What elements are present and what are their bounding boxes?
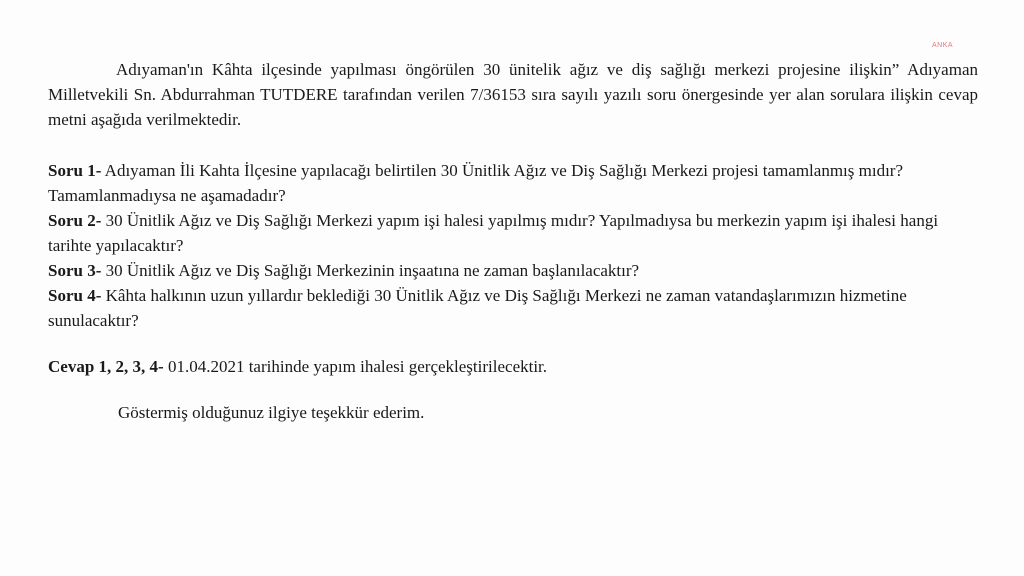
answer-label: Cevap 1, 2, 3, 4- — [48, 357, 164, 376]
question-list — [48, 158, 978, 333]
question-label: Soru 3- — [48, 261, 102, 280]
watermark: ANKA — [932, 42, 954, 49]
question-label: Soru 4- — [48, 286, 102, 305]
question-label: Soru 2- — [48, 211, 102, 230]
question-item — [48, 208, 978, 258]
question-item — [48, 258, 978, 283]
answer-text: 01.04.2021 tarihinde yapım ihalesi gerçekleştirilecektir. — [163, 357, 548, 376]
question-text: 30 Ünitlik Ağız ve Diş Sağlığı Merkezi yapım işi halesi yapılmış mıdır? Yapılmadıysa bu merkezin yapım işi ihalesi hangi tarihte yapılacaktır? — [48, 211, 939, 255]
question-text: Kâhta halkının uzun yıllardır beklediği 30 Ünitlik Ağız ve Diş Sağlığı Merkezi ne zaman vatandaşlarımızın hizmetine sunulacaktır? — [48, 286, 907, 330]
answer-paragraph — [48, 354, 978, 379]
question-text: Adıyaman İli Kahta İlçesine yapılacağı belirtilen 30 Ünitlik Ağız ve Diş Sağlığı Merkezi projesi tamamlanmış mıdır? Tamamlanmadıysa ne aşamadadır? — [48, 161, 904, 205]
question-label: Soru 1- — [48, 161, 102, 180]
intro-paragraph: Adıyaman'ın Kâhta ilçesinde yapılması öngörülen 30 ünitelik ağız ve diş sağlığı merkezi projesine ilişkin” Adıyaman Milletvekili Sn. Abdurrahman TUTDERE tarafından verilen 7/36153 sıra sayılı yazılı soru önergesinde yer alan sorulara ilişkin cevap metni aşağıda verilmektedir. — [48, 60, 978, 129]
question-text: 30 Ünitlik Ağız ve Diş Sağlığı Merkezinin inşaatına ne zaman başlanılacaktır? — [101, 261, 640, 280]
question-item — [48, 158, 978, 208]
question-item — [48, 283, 978, 333]
closing-line: Göstermiş olduğunuz ilgiye teşekkür ederim. — [118, 403, 425, 422]
